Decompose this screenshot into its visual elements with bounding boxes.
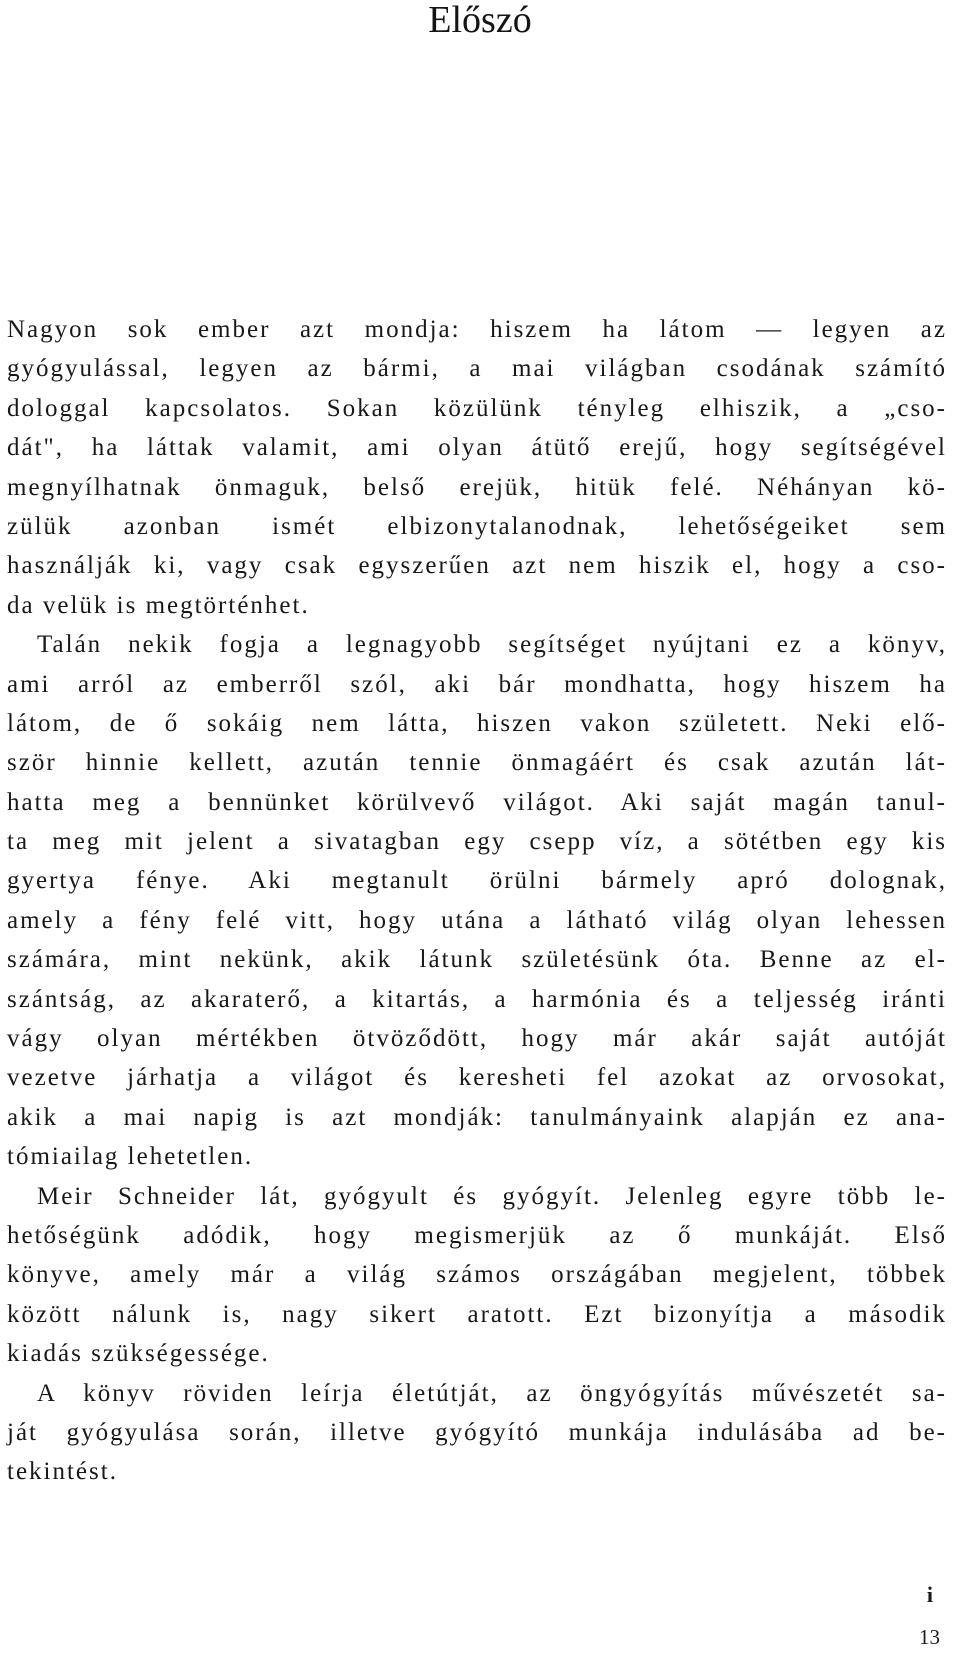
text-line-content: Talán nekik fogja a legnagyobb segítséget nyújtani ez a könyv, [37, 631, 947, 659]
text-line: gyógyulással, legyen az bármi, a mai világban csodának számító [7, 355, 947, 383]
text-line [7, 1177, 947, 1216]
text-line: Nagyon sok ember azt mondja: hiszem ha látom — legyen az [7, 316, 947, 343]
text-line: között nálunk is, nagy sikert aratott. Ezt bizonyítja a második [7, 1300, 947, 1328]
page-number: 13 [919, 1625, 940, 1649]
text-line [7, 625, 947, 664]
text-line: vezetve járhatja a világot és keresheti fel azokat az orvosokat, [7, 1064, 947, 1092]
text-line: amely a fény felé vitt, hogy utána a látható világ olyan lehessen [7, 906, 947, 934]
paragraph-4 [7, 1374, 947, 1492]
text-line: dologgal kapcsolatos. Sokan közülünk tényleg elhiszik, a „cso- [7, 394, 947, 422]
text-line: könyve, amely már a világ számos országában megjelent, többek [7, 1261, 947, 1289]
text-line: hatta meg a bennünket körülvevő világot. Aki saját magán tanul- [7, 788, 947, 816]
text-line-content: A könyv röviden leírja életútját, az öngyógyítás művészetét sa- [37, 1379, 947, 1407]
section-mark: i [926, 1582, 933, 1607]
text-line: ször hinnie kellett, azután tennie önmagáért és csak azután lát- [7, 749, 947, 777]
text-line: számára, mint nekünk, akik látunk születésünk óta. Benne az el- [7, 946, 947, 974]
text-line: megnyílhatnak önmaguk, belső erejük, hitük felé. Néhányan kö- [7, 473, 947, 501]
paragraph-2 [7, 625, 947, 1176]
text-line: kiadás szükségessége. [7, 1340, 270, 1368]
page-title: Előszó [428, 0, 532, 41]
text-line: gyertya fénye. Aki megtanult örülni bármely apró dolognak, [7, 867, 947, 895]
text-line: tómiailag lehetetlen. [7, 1143, 254, 1171]
text-line: használják ki, vagy csak egyszerűen azt nem hiszik el, hogy a cso- [7, 552, 947, 580]
body-text [7, 310, 947, 1492]
text-line: ami arról az emberről szól, aki bár mondhatta, hogy hiszem ha [7, 670, 947, 698]
paragraph-3 [7, 1177, 947, 1374]
text-line: ját gyógyulása során, illetve gyógyító munkája indulásába ad be- [7, 1418, 947, 1446]
text-line: hetőségünk adódik, hogy megismerjük az ő munkáját. Első [7, 1221, 947, 1249]
text-line: akik a mai napig is azt mondják: tanulmányaink alapján ez ana- [7, 1103, 947, 1131]
text-line: da velük is megtörténhet. [7, 591, 310, 619]
text-line [7, 1374, 947, 1413]
text-line: dát", ha láttak valamit, ami olyan átütő erejű, hogy segítségével [7, 434, 947, 462]
text-line: látom, de ő sokáig nem látta, hiszen vakon született. Neki elő- [7, 709, 947, 737]
text-line: tekintést. [7, 1458, 118, 1486]
text-line: zülük azonban ismét elbizonytalanodnak, lehetőségeiket sem [7, 512, 947, 540]
text-line: ta meg mit jelent a sivatagban egy csepp víz, a sötétben egy kis [7, 828, 947, 856]
text-line-content: Meir Schneider lát, gyógyult és gyógyít. Jelenleg egyre több le- [37, 1182, 947, 1210]
paragraph-1 [7, 310, 947, 625]
text-line: szántság, az akaraterő, a kitartás, a harmónia és a teljesség iránti [7, 985, 947, 1013]
text-line: vágy olyan mértékben ötvöződött, hogy már akár saját autóját [7, 1025, 947, 1053]
